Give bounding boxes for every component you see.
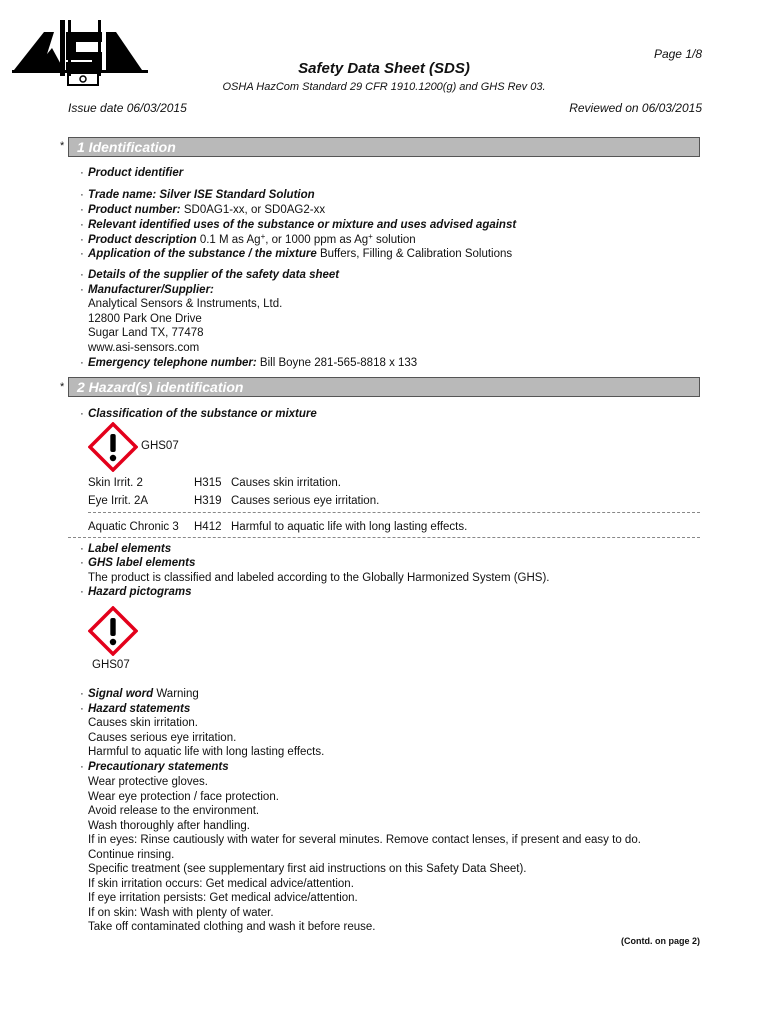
asi-logo-icon — [12, 18, 150, 88]
precautionary-statement: If eye irritation persists: Get medical advice/attention. — [88, 892, 358, 904]
precautionary-statement: Avoid release to the environment. — [88, 805, 260, 817]
hazard-statement: Causes serious eye irritation. — [88, 732, 237, 744]
precautionary-statement: Wash thoroughly after handling. — [88, 820, 250, 832]
product-description: · Product description 0.1 M as Ag+, or 1000 ppm as Ag+ solution — [80, 232, 416, 246]
precautionary-statements-heading: · Precautionary statements — [80, 761, 229, 773]
emergency-phone: · Emergency telephone number: Bill Boyne 281-565-8818 x 133 — [80, 357, 418, 369]
hazard-statement: Causes skin irritation. — [88, 717, 198, 729]
precautionary-statement: Wear protective gloves. — [88, 776, 208, 788]
section-1-header: 1 Identification — [68, 137, 700, 157]
application: · Application of the substance / the mixture Buffers, Filling & Calibration Solutions — [80, 248, 513, 260]
document-title: Safety Data Sheet (SDS) — [298, 60, 470, 77]
classification-heading: · Classification of the substance or mixture — [80, 408, 317, 420]
page-number: Page 1/8 — [653, 47, 702, 61]
divider — [88, 512, 700, 513]
address-line: Analytical Sensors & Instruments, Ltd. — [88, 298, 283, 310]
reviewed-date: Reviewed on 06/03/2015 — [569, 101, 702, 115]
trade-name: · Trade name: Silver ISE Standard Solution — [80, 189, 315, 201]
precautionary-statement: Specific treatment (see supplementary first aid instructions on this Safety Data Sheet). — [88, 863, 527, 875]
signal-word: · Signal word Warning — [80, 688, 199, 700]
address-line: 12800 Park One Drive — [88, 313, 202, 325]
precautionary-statement: Take off contaminated clothing and wash it before reuse. — [88, 921, 376, 933]
divider — [68, 537, 700, 538]
section-2-header: 2 Hazard(s) identification — [68, 377, 700, 397]
ghs-label-elements-heading: · GHS label elements — [80, 557, 196, 569]
pictogram-code: GHS07 — [141, 440, 179, 452]
precautionary-statement: Continue rinsing. — [88, 849, 175, 861]
pictogram-code: GHS07 — [92, 659, 130, 671]
precautionary-statement: Wear eye protection / face protection. — [88, 791, 279, 803]
document-subtitle: OSHA HazCom Standard 29 CFR 1910.1200(g) and GHS Rev 03. — [222, 81, 546, 93]
precautionary-statement: If on skin: Wash with plenty of water. — [88, 907, 274, 919]
hazard-pictograms-heading: · Hazard pictograms — [80, 586, 192, 598]
asi-logo — [12, 18, 150, 88]
exclamation-mark-diamond-icon — [88, 422, 138, 472]
manufacturer-label: · Manufacturer/Supplier: — [80, 284, 214, 296]
relevant-uses: · Relevant identified uses of the substance or mixture and uses advised against — [80, 219, 517, 231]
continued-note: (Contd. on page 2) — [621, 936, 700, 946]
precautionary-statement: If skin irritation occurs: Get medical advice/attention. — [88, 878, 354, 890]
ghs-text: The product is classified and labeled according to the Globally Harmonized System (GHS). — [88, 572, 550, 584]
hazard-statement: Harmful to aquatic life with long lasting effects. — [88, 746, 325, 758]
label-elements-heading: · Label elements — [80, 543, 172, 555]
hazard-statements-heading: · Hazard statements — [80, 703, 191, 715]
issue-date: Issue date 06/03/2015 — [68, 101, 187, 115]
revision-marker: * — [60, 381, 65, 393]
product-identifier: · Product identifier — [80, 167, 184, 179]
revision-marker: * — [60, 140, 65, 152]
product-number: · Product number: SD0AG1-xx, or SD0AG2-xx — [80, 204, 326, 216]
exclamation-mark-diamond-icon — [88, 606, 138, 656]
address-line: Sugar Land TX, 77478 — [88, 327, 204, 339]
website-link[interactable]: www.asi-sensors.com — [88, 342, 200, 354]
precautionary-statement: If in eyes: Rinse cautiously with water for several minutes. Remove contact lenses, if present and easy to do. — [88, 834, 641, 846]
supplier-details: · Details of the supplier of the safety data sheet — [80, 269, 340, 281]
